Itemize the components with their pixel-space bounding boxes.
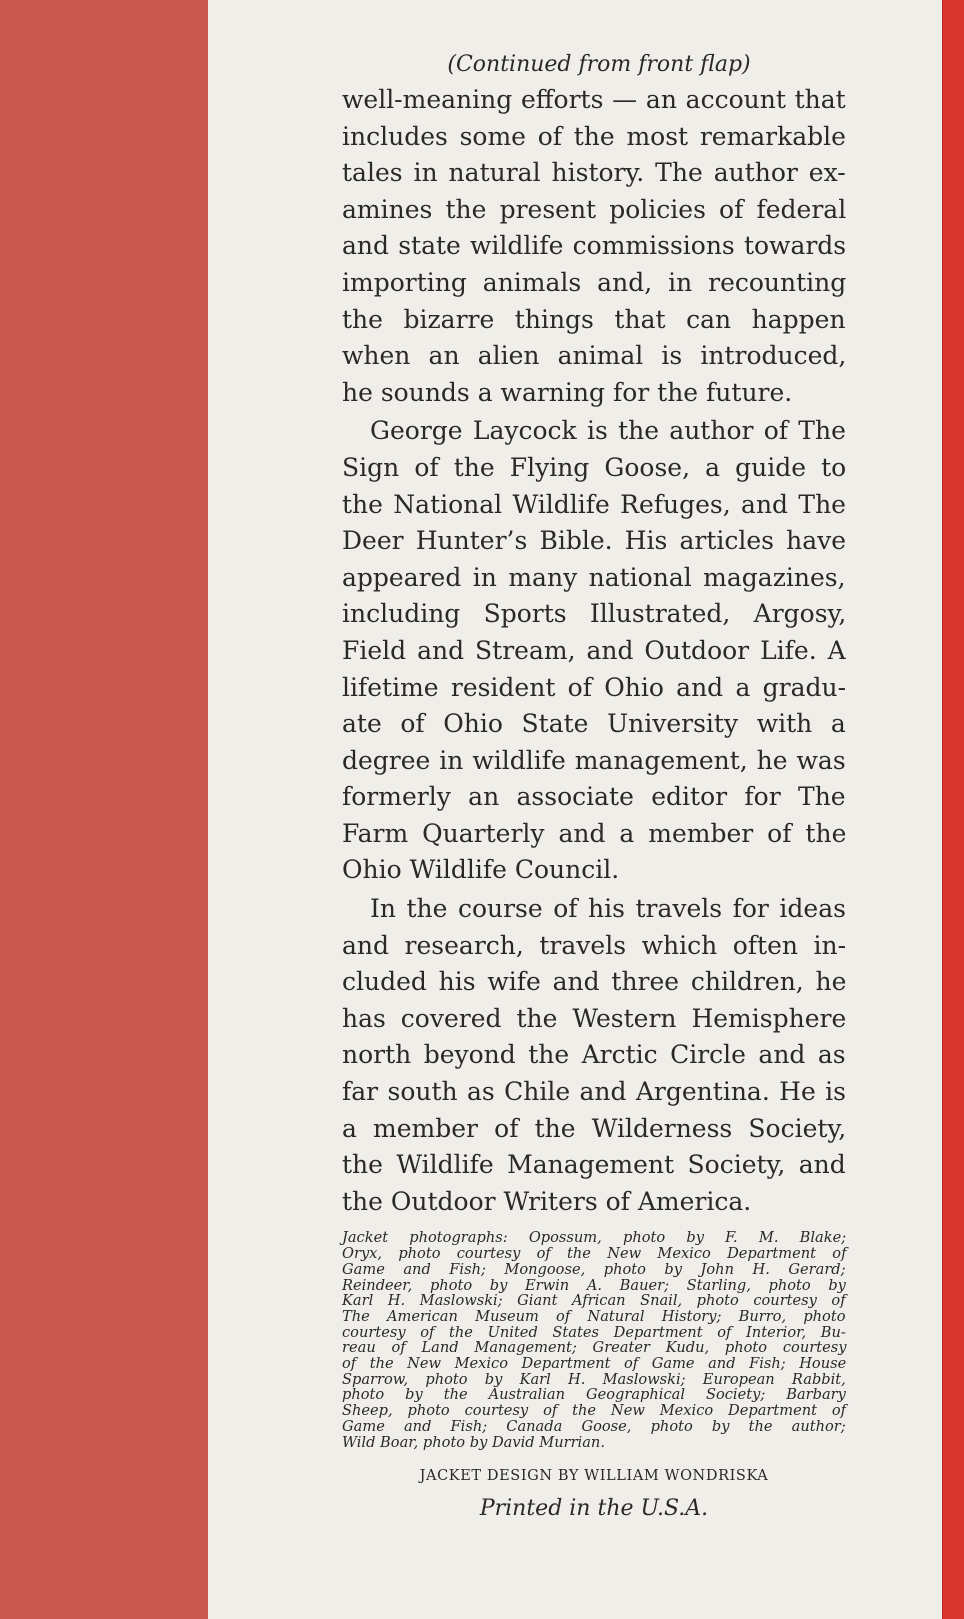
credit-line: Sheep, photo courtesy of the New Mexico Department of <box>342 1402 847 1420</box>
text-line: a member of the Wilderness Society, <box>342 1113 847 1143</box>
credit-line: Reindeer, photo by Erwin A. Bauer; Starling, photo by <box>342 1276 846 1294</box>
paragraph-intro <box>342 82 846 411</box>
paragraph-travels <box>342 891 846 1220</box>
text-line: the Wildlife Management Society, and <box>342 1150 846 1180</box>
photo-credits <box>342 1230 846 1450</box>
left-red-band <box>0 0 208 1619</box>
text-line: degree in wildlife management, he was <box>342 745 846 775</box>
credit-line: reau of Land Management; Greater Kudu, photo courtesy <box>342 1339 847 1357</box>
text-line: has covered the Western Hemisphere <box>342 1003 847 1033</box>
flap-text-column <box>342 48 846 1521</box>
credit-line: courtesy of the United States Department of Interior, Bu- <box>342 1323 846 1341</box>
credit-line: The American Museum of Natural History; Burro, photo <box>342 1307 846 1325</box>
text-line: Field and Stream, and Outdoor Life. A <box>342 635 846 665</box>
text-line: and research, travels which often in- <box>342 930 847 960</box>
text-line: well-meaning efforts — an account that <box>342 85 846 114</box>
credit-line: Wild Boar, photo by David Murrian. <box>342 1433 605 1451</box>
credit-line: Game and Fish; Canada Goose, photo by the author; <box>342 1417 846 1435</box>
text-line: Ohio Wildlife Council. <box>342 855 620 885</box>
credit-line: Oryx, photo courtesy of the New Mexico Department of <box>342 1245 847 1263</box>
text-line: lifetime resident of Ohio and a gradu- <box>342 672 847 702</box>
text-line: the bizarre things that can happen <box>342 304 846 334</box>
text-line: formerly an associate editor for The <box>342 782 846 812</box>
text-line: includes some of the most remarkable <box>342 121 846 151</box>
text-line: Farm Quarterly and a member of the <box>342 818 847 848</box>
text-line: far south as Chile and Argentina. He is <box>342 1077 846 1107</box>
text-line: ate of Ohio State University with a <box>342 709 846 739</box>
credit-line: of the New Mexico Department of Game and Fish; House <box>342 1355 847 1373</box>
text-line: George Laycock is the author of The <box>370 416 846 446</box>
text-line: Deer Hunter’s Bible. His articles have <box>342 526 847 556</box>
credit-line: Jacket photographs: Opossum, photo by F. M. Blake; <box>342 1229 847 1247</box>
text-line: the Outdoor Writers of America. <box>342 1186 752 1216</box>
credit-line: photo by the Australian Geographical Society; Barbary <box>342 1386 846 1404</box>
text-line: appeared in many national magazines, <box>342 562 846 592</box>
printed-in-usa: Printed in the U.S.A. <box>479 1496 709 1522</box>
text-line: including Sports Illustrated, Argosy, <box>342 599 847 629</box>
text-line: and state wildlife commissions towards <box>342 231 847 261</box>
text-line: he sounds a warning for the future. <box>342 377 793 407</box>
text-line: Sign of the Flying Goose, a guide to <box>342 452 847 482</box>
text-line: importing animals and, in recounting <box>342 267 847 297</box>
paragraph-author-bio <box>342 413 846 889</box>
text-line: when an alien animal is introduced, <box>342 341 847 371</box>
continued-note: (Continued from front flap) <box>447 52 751 77</box>
jacket-design-credit: JACKET DESIGN BY WILLIAM WONDRISKA <box>419 1468 769 1485</box>
text-line: amines the present policies of federal <box>342 194 847 224</box>
credit-line: Sparrow, photo by Karl H. Maslowski; European Rabbit, <box>342 1370 846 1388</box>
text-line: the National Wildlife Refuges, and The <box>342 489 846 519</box>
credit-line: Game and Fish; Mongoose, photo by John H. Gerard; <box>342 1260 846 1278</box>
credit-line: Karl H. Maslowski; Giant African Snail, photo courtesy of <box>342 1292 846 1310</box>
text-line: In the course of his travels for ideas <box>370 894 846 924</box>
right-red-band <box>943 0 964 1619</box>
text-line: north beyond the Arctic Circle and as <box>342 1040 846 1070</box>
text-line: tales in natural history. The author ex- <box>342 158 846 188</box>
text-line: cluded his wife and three children, he <box>342 967 847 997</box>
